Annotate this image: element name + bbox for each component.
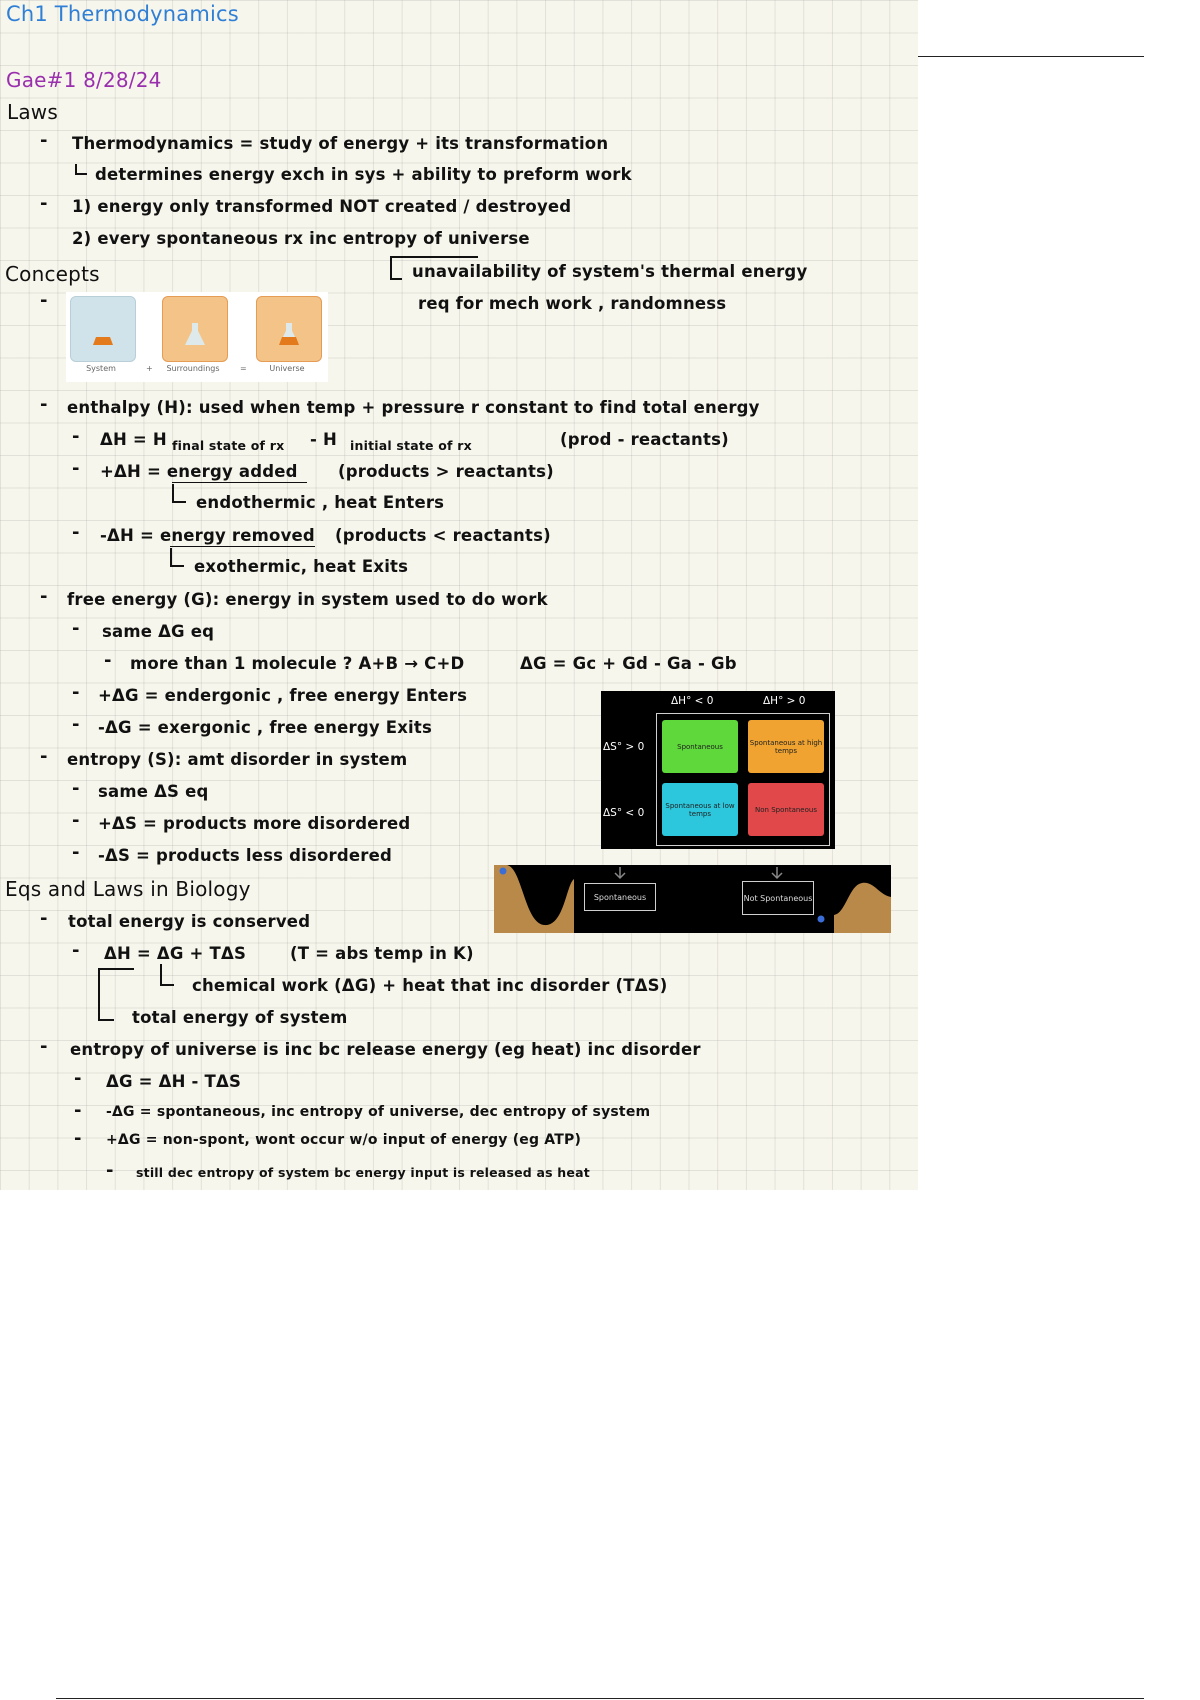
- bullet-dash: -: [40, 290, 48, 311]
- entropy-line: entropy (S): amt disorder in system: [67, 750, 408, 769]
- landscape-svg: [494, 865, 891, 933]
- exothermic-line: exothermic, heat Exits: [194, 557, 409, 576]
- free-energy-line: free energy (G): energy in system used to do work: [67, 590, 548, 609]
- bullet-dash: -: [104, 650, 112, 671]
- conserved-line: total energy is conserved: [68, 912, 311, 931]
- figure-label-system: System: [86, 364, 116, 373]
- sub-arrow-icon: [75, 164, 87, 175]
- chemical-work-line: chemical work (ΔG) + heat that inc disorder (TΔS): [192, 976, 668, 995]
- bio-neg-dg-line: -ΔG = spontaneous, inc entropy of universe, dec entropy of system: [106, 1104, 651, 1120]
- total-energy-line: total energy of system: [132, 1008, 348, 1027]
- bullet-dash: -: [72, 810, 80, 831]
- figure-label-plus: +: [146, 364, 153, 373]
- enthalpy-line: enthalpy (H): used when temp + pressure r constant to find total energy: [67, 398, 760, 417]
- figure-label-equals: =: [240, 364, 247, 373]
- ball-icon: [818, 916, 825, 923]
- not-spontaneous-box: Not Spontaneous: [742, 881, 814, 915]
- pos-ds-line: +ΔS = products more disordered: [98, 814, 411, 833]
- pos-dh-line: +ΔH = energy added: [100, 462, 298, 481]
- dh-eq-subscript-initial: initial state of rx: [350, 438, 472, 453]
- sub-arrow-icon: [160, 964, 174, 986]
- laws-line-3: 1) energy only transformed NOT created / destroyed: [72, 197, 572, 216]
- sub-arrow-icon: [98, 968, 114, 1021]
- endothermic-line: endothermic , heat Enters: [196, 493, 445, 512]
- sub-arrow-icon: [172, 484, 186, 503]
- same-dg-line: same ΔG eq: [102, 622, 215, 641]
- bio-gibbs-eq: ΔG = ΔH - TΔS: [106, 1072, 242, 1091]
- flask-liquid: [93, 337, 113, 345]
- neg-ds-line: -ΔS = products less disordered: [98, 846, 393, 865]
- sub-arrow-icon: [170, 548, 184, 567]
- neg-dg-line: -ΔG = exergonic , free energy Exits: [98, 718, 433, 737]
- neg-dh-note: (products < reactants): [335, 526, 551, 545]
- matrix-cell-non-spontaneous: Non Spontaneous: [748, 783, 824, 836]
- underline-mark: [170, 546, 315, 547]
- bullet-dash: -: [72, 682, 80, 703]
- pos-dg-line: +ΔG = endergonic , free energy Enters: [98, 686, 468, 705]
- bullet-dash: -: [40, 746, 48, 767]
- bullet-dash: -: [72, 778, 80, 799]
- flask-liquid: [279, 337, 299, 345]
- dh-eq-subscript-final: final state of rx: [172, 438, 285, 453]
- matrix-col-dh-positive: ΔH° > 0: [763, 695, 806, 707]
- bio-enthalpy-note: (T = abs temp in K): [290, 944, 474, 963]
- system-surroundings-universe-figure: [66, 292, 328, 382]
- bio-enthalpy-eq: ΔH = ΔG + TΔS: [104, 944, 247, 963]
- bullet-dash: -: [74, 1100, 82, 1121]
- gibbs-spontaneity-matrix: [601, 691, 835, 849]
- universe-entropy-line: entropy of universe is inc bc release energy (eg heat) inc disorder: [70, 1040, 701, 1059]
- matrix-col-dh-negative: ΔH° < 0: [671, 695, 714, 707]
- laws-heading: Laws: [7, 100, 58, 124]
- bullet-dash: -: [106, 1160, 114, 1181]
- bullet-dash: -: [40, 394, 48, 415]
- system-beaker-icon: [70, 296, 136, 362]
- page-title: Ch1 Thermodynamics: [6, 2, 239, 26]
- energy-landscape-diagram: [494, 865, 891, 933]
- bullet-dash: -: [40, 586, 48, 607]
- bio-still-line: still dec entropy of system bc energy input is released as heat: [136, 1165, 590, 1180]
- dg-full-equation: ΔG = Gc + Gd - Ga - Gb: [520, 654, 737, 673]
- matrix-cell-low-temp: Spontaneous at low temps: [662, 783, 738, 836]
- biology-heading: Eqs and Laws in Biology: [5, 877, 251, 901]
- underline-mark: [172, 482, 307, 483]
- footer-rule: [56, 1698, 1144, 1699]
- bullet-dash: -: [40, 1036, 48, 1057]
- same-ds-line: same ΔS eq: [98, 782, 209, 801]
- bullet-dash: -: [74, 1128, 82, 1149]
- laws-line-4: 2) every spontaneous rx inc entropy of universe: [72, 229, 530, 248]
- matrix-row-ds-positive: ΔS° > 0: [603, 741, 645, 753]
- surroundings-beaker-icon: [162, 296, 228, 362]
- down-arrow-icon: [772, 867, 782, 878]
- laws-line-1: Thermodynamics = study of energy + its transformation: [72, 134, 609, 153]
- entropy-note-1: unavailability of system's thermal energy: [412, 262, 808, 281]
- bullet-dash: -: [72, 458, 80, 479]
- header-rule: [918, 56, 1144, 57]
- down-arrow-icon: [615, 867, 625, 878]
- date-line: Gae#1 8/28/24: [6, 68, 162, 92]
- flask-icon: [185, 323, 205, 345]
- universe-beaker-icon: [256, 296, 322, 362]
- left-energy-hill: [494, 865, 574, 933]
- ball-icon: [500, 868, 507, 875]
- sub-arrow-icon: [390, 256, 402, 280]
- matrix-cell-spontaneous: Spontaneous: [662, 720, 738, 773]
- bullet-dash: -: [72, 522, 80, 543]
- bullet-dash: -: [40, 193, 48, 214]
- matrix-row-ds-negative: ΔS° < 0: [603, 807, 645, 819]
- more-than-line: more than 1 molecule ? A+B → C+D: [130, 654, 465, 673]
- entropy-note-2: req for mech work , randomness: [418, 294, 727, 313]
- bullet-dash: -: [40, 130, 48, 151]
- neg-dh-line: -ΔH = energy removed: [100, 526, 315, 545]
- bullet-dash: -: [72, 714, 80, 735]
- bullet-dash: -: [72, 940, 80, 961]
- matrix-cell-high-temp: Spontaneous at high temps: [748, 720, 824, 773]
- dh-eq-part-b: - H: [310, 430, 338, 449]
- spontaneous-box: Spontaneous: [584, 883, 656, 911]
- bullet-dash: -: [40, 908, 48, 929]
- dh-eq-note: (prod - reactants): [560, 430, 729, 449]
- right-energy-hill: [834, 883, 891, 933]
- bullet-dash: -: [72, 618, 80, 639]
- bullet-dash: -: [72, 842, 80, 863]
- dh-eq-part-a: ΔH = H: [100, 430, 167, 449]
- bio-pos-dg-line: +ΔG = non-spont, wont occur w/o input of energy (eg ATP): [106, 1132, 582, 1148]
- pos-dh-note: (products > reactants): [338, 462, 554, 481]
- concepts-heading: Concepts: [5, 262, 100, 286]
- laws-line-2: determines energy exch in sys + ability to preform work: [95, 165, 632, 184]
- figure-label-surroundings: Surroundings: [166, 364, 220, 373]
- bullet-dash: -: [72, 426, 80, 447]
- bullet-dash: -: [74, 1068, 82, 1089]
- underline-mark: [390, 256, 478, 258]
- figure-label-universe: Universe: [269, 364, 305, 373]
